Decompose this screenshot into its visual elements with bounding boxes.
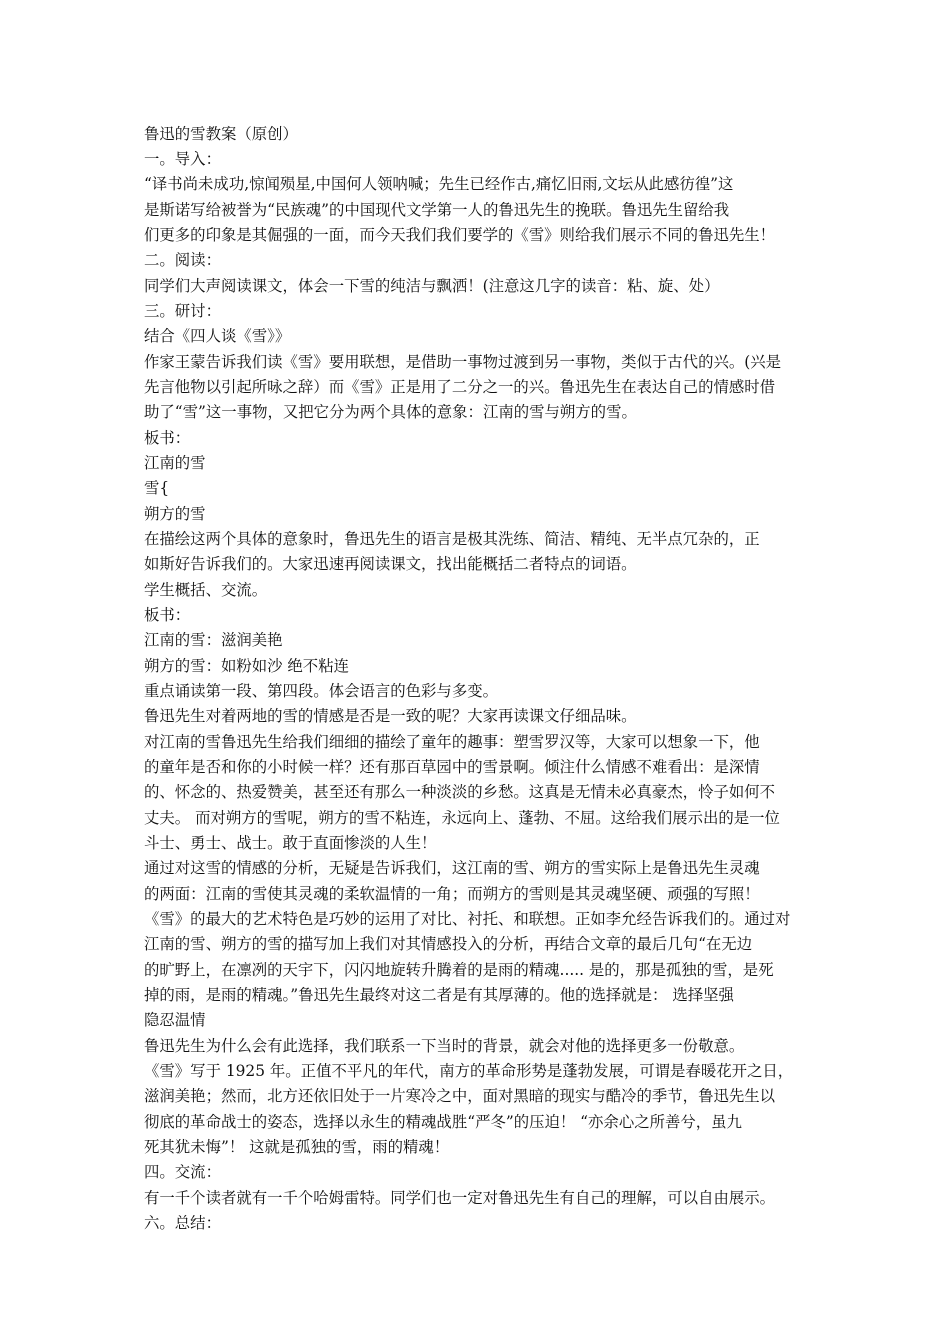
- text-line: 的童年是否和你的小时候一样？还有那百草园中的雪景啊。倾注什么情感不难看出：是深情: [144, 758, 760, 776]
- text-line: 学生概括、交流。: [144, 581, 268, 599]
- text-line: 鲁迅先生对着两地的雪的情感是否是一致的呢？大家再读课文仔细品味。: [144, 707, 637, 725]
- text-line: 的两面：江南的雪使其灵魂的柔软温情的一角；而朔方的雪则是其灵魂坚硬、顽强的写照！: [144, 885, 760, 903]
- board-heading: 板书：: [144, 606, 191, 624]
- text-line: 隐忍温情: [144, 1011, 206, 1029]
- text-line: 同学们大声阅读课文，体会一下雪的纯洁与飘洒！(注意这几字的读音：粘、旋、处）: [144, 277, 720, 295]
- board-heading: 板书：: [144, 429, 191, 447]
- text-line: 《雪》写于 1925 年。正值不平凡的年代，南方的革命形势是蓬勃发展，可谓是春暖花开之日，: [144, 1062, 794, 1080]
- text-line: “译书尚未成功,惊闻殒星,中国何人领呐喊；先生已经作古,痛忆旧雨,文坛从此感彷徨”这: [144, 175, 734, 193]
- board-item: 朔方的雪：如粉如沙 绝不粘连: [144, 657, 349, 675]
- text-line: 作家王蒙告诉我们读《雪》要用联想，是借助一事物过渡到另一事物，类似于古代的兴。(兴是: [144, 353, 782, 371]
- text-line: 助了“雪”这一事物，又把它分为两个具体的意象：江南的雪与朔方的雪。: [144, 403, 637, 421]
- board-item: 江南的雪: [144, 454, 206, 472]
- text-line: 们更多的印象是其倔强的一面，而今天我们我们要学的《雪》则给我们展示不同的鲁迅先生！: [144, 226, 776, 244]
- text-line: 彻底的革命战士的姿态，选择以永生的精魂战胜“严冬”的压迫！ “亦余心之所善兮，虽九: [144, 1113, 742, 1131]
- doc-title: 鲁迅的雪教案（原创）: [144, 125, 298, 143]
- text-line: 结合《四人谈《雪》》: [144, 327, 291, 345]
- text-line: 的、怀念的、热爱赞美，甚至还有那么一种淡淡的乡愁。这真是无情未必真豪杰，怜子如何不: [144, 783, 776, 801]
- board-item: 朔方的雪: [144, 505, 206, 523]
- text-line: 重点诵读第一段、第四段。体会语言的色彩与多变。: [144, 682, 498, 700]
- text-line: 《雪》的最大的艺术特色是巧妙的运用了对比、衬托、和联想。正如李允经告诉我们的。通过对: [144, 910, 791, 928]
- text-line: 丈夫。 而对朔方的雪呢，朔方的雪不粘连，永远向上、蓬勃、不屈。这给我们展示出的是一位: [144, 809, 780, 827]
- section-heading-reading: 二。阅读：: [144, 251, 221, 269]
- text-line: 斗士、勇士、战士。敢于直面惨淡的人生！: [144, 834, 437, 852]
- text-line: 对江南的雪鲁迅先生给我们细细的描绘了童年的趣事：塑雪罗汉等，大家可以想象一下，他: [144, 733, 760, 751]
- text-line: 如斯好告诉我们的。大家迅速再阅读课文，找出能概括二者特点的词语。: [144, 555, 637, 573]
- board-item: 雪{: [144, 479, 170, 497]
- text-line: 在描绘这两个具体的意象时，鲁迅先生的语言是极其洗练、简洁、精纯、无半点冗杂的，正: [144, 530, 760, 548]
- text-line: 通过对这雪的情感的分析，无疑是告诉我们，这江南的雪、朔方的雪实际上是鲁迅先生灵魂: [144, 859, 760, 877]
- text-line: 是斯诺写给被誉为“民族魂”的中国现代文学第一人的鲁迅先生的挽联。鲁迅先生留给我: [144, 201, 730, 219]
- text-line: 江南的雪、朔方的雪的描写加上我们对其情感投入的分析，再结合文章的最后几句“在无边: [144, 935, 753, 953]
- section-heading-exchange: 四。交流：: [144, 1163, 221, 1181]
- section-heading-summary: 六。总结：: [144, 1214, 221, 1232]
- text-line: 鲁迅先生为什么会有此选择，我们联系一下当时的背景，就会对他的选择更多一份敬意。: [144, 1037, 745, 1055]
- text-line: 的旷野上，在凛冽的天宇下，闪闪地旋转升腾着的是雨的精魂..... 是的，那是孤独的雪，是死: [144, 961, 774, 979]
- text-line: 死其犹未悔”！ 这就是孤独的雪，雨的精魂！: [144, 1138, 450, 1156]
- text-line: 掉的雨，是雨的精魂。”鲁迅先生最终对这二者是有其厚薄的。他的选择就是： 选择坚强: [144, 986, 734, 1004]
- text-line: 有一千个读者就有一千个哈姆雷特。同学们也一定对鲁迅先生有自己的理解，可以自由展示。: [144, 1189, 776, 1207]
- section-heading-discussion: 三。研讨：: [144, 302, 221, 320]
- text-line: 先言他物以引起所咏之辞）而《雪》正是用了二分之一的兴。鲁迅先生在表达自己的情感时借: [144, 378, 776, 396]
- board-item: 江南的雪：滋润美艳: [144, 631, 283, 649]
- section-heading-intro: 一。导入：: [144, 150, 221, 168]
- text-line: 滋润美艳；然而，北方还依旧处于一片寒冷之中，面对黑暗的现实与酷冷的季节，鲁迅先生以: [144, 1087, 776, 1105]
